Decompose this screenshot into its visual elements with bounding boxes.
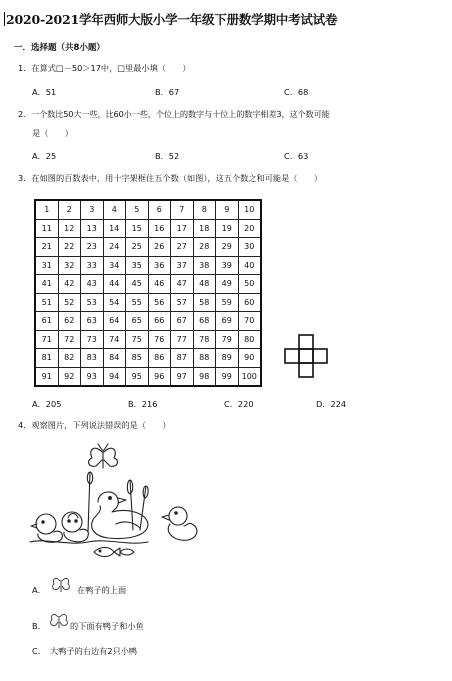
hundred-chart-cell: 23 xyxy=(81,238,104,257)
question-4-option-b-text[interactable]: 的下面有鸭子和小鱼 xyxy=(70,621,144,631)
question-2-text-cont: 是（ ） xyxy=(32,128,73,138)
hundred-chart-cell: 33 xyxy=(81,256,104,275)
hundred-chart-cell: 65 xyxy=(126,312,149,331)
butterfly-icon xyxy=(89,444,118,468)
hundred-chart-cell: 89 xyxy=(216,349,239,368)
question-4-text: 4．观察图片，下列说法错误的是（ ） xyxy=(18,420,171,430)
hundred-chart-cell: 4 xyxy=(103,200,126,219)
question-3-text: 3．在如图的百数表中，用十字架框住五个数（如图），这五个数之和可能是（ ） xyxy=(18,173,323,183)
hundred-chart-cell: 16 xyxy=(148,219,171,238)
hundred-chart-cell: 41 xyxy=(35,275,58,294)
big-duck-icon xyxy=(92,492,148,539)
hundred-chart-cell: 45 xyxy=(126,275,149,294)
hundred-chart-cell: 96 xyxy=(148,367,171,386)
hundred-chart-cell: 13 xyxy=(81,219,104,238)
question-1-text: 1．在算式□－50＞17中，□里最小填（ ） xyxy=(18,63,191,73)
hundred-chart-cell: 20 xyxy=(238,219,261,238)
hundred-chart-cell: 91 xyxy=(35,367,58,386)
hundred-chart-cell: 21 xyxy=(35,238,58,257)
hundred-chart-cell: 75 xyxy=(126,330,149,349)
hundred-chart-cell: 48 xyxy=(193,275,216,294)
question-2-option-b[interactable]: B．52 xyxy=(155,151,180,161)
hundred-chart-cell: 76 xyxy=(148,330,171,349)
hundred-chart-cell: 53 xyxy=(81,293,104,312)
hundred-chart-cell: 77 xyxy=(171,330,194,349)
hundred-chart-row xyxy=(35,256,261,275)
question-1-option-c[interactable]: C．68 xyxy=(284,87,309,97)
hundred-chart-cell: 39 xyxy=(216,256,239,275)
duckling-left-icon xyxy=(31,514,62,542)
hundred-chart-cell: 98 xyxy=(193,367,216,386)
hundred-chart-cell: 81 xyxy=(35,349,58,368)
question-3-option-d[interactable]: D．224 xyxy=(316,399,347,409)
ducks-butterfly-fish-illustration xyxy=(28,442,203,562)
hundred-chart-cell: 63 xyxy=(81,312,104,331)
hundred-chart-row xyxy=(35,238,261,257)
hundred-chart-cell: 52 xyxy=(58,293,81,312)
hundred-chart xyxy=(34,199,262,387)
hundred-chart-cell: 64 xyxy=(103,312,126,331)
hundred-chart-cell: 73 xyxy=(81,330,104,349)
hundred-chart-cell: 31 xyxy=(35,256,58,275)
question-3-option-c[interactable]: C．220 xyxy=(224,399,254,409)
butterfly-icon xyxy=(48,612,70,632)
hundred-chart-cell: 97 xyxy=(171,367,194,386)
hundred-chart-cell: 9 xyxy=(216,200,239,219)
hundred-chart-row xyxy=(35,312,261,331)
hundred-chart-cell: 49 xyxy=(216,275,239,294)
hundred-chart-cell: 82 xyxy=(58,349,81,368)
hundred-chart-cell: 35 xyxy=(126,256,149,275)
hundred-chart-cell: 14 xyxy=(103,219,126,238)
question-4-option-c-text[interactable]: 大鸭子的右边有2只小鸭 xyxy=(50,646,138,656)
hundred-chart-row xyxy=(35,275,261,294)
hundred-chart-cell: 46 xyxy=(148,275,171,294)
hundred-chart-cell: 24 xyxy=(103,238,126,257)
hundred-chart-row xyxy=(35,330,261,349)
hundred-chart-cell: 84 xyxy=(103,349,126,368)
hundred-chart-cell: 94 xyxy=(103,367,126,386)
hundred-chart-cell: 79 xyxy=(216,330,239,349)
hundred-chart-cell: 54 xyxy=(103,293,126,312)
question-4-option-a-text[interactable]: 在鸭子的上面 xyxy=(77,585,127,595)
question-4-option-a-letter[interactable]: A． xyxy=(32,585,46,595)
hundred-chart-cell: 15 xyxy=(126,219,149,238)
hundred-chart-cell: 44 xyxy=(103,275,126,294)
hundred-chart-cell: 7 xyxy=(171,200,194,219)
hundred-chart-cell: 66 xyxy=(148,312,171,331)
hundred-chart-cell: 27 xyxy=(171,238,194,257)
duckling-right-icon xyxy=(162,507,197,540)
hundred-chart-row xyxy=(35,200,261,219)
hundred-chart-cell: 93 xyxy=(81,367,104,386)
hundred-chart-cell: 3 xyxy=(81,200,104,219)
hundred-chart-cell: 86 xyxy=(148,349,171,368)
hundred-chart-cell: 37 xyxy=(171,256,194,275)
hundred-chart-cell: 99 xyxy=(216,367,239,386)
hundred-chart-cell: 72 xyxy=(58,330,81,349)
hundred-chart-cell: 18 xyxy=(193,219,216,238)
hundred-chart-cell: 6 xyxy=(148,200,171,219)
hundred-chart-cell: 28 xyxy=(193,238,216,257)
hundred-chart-cell: 47 xyxy=(171,275,194,294)
hundred-chart-cell: 59 xyxy=(216,293,239,312)
hundred-chart-cell: 38 xyxy=(193,256,216,275)
hundred-chart-cell: 78 xyxy=(193,330,216,349)
hundred-chart-cell: 30 xyxy=(238,238,261,257)
hundred-chart-cell: 40 xyxy=(238,256,261,275)
hundred-chart-cell: 92 xyxy=(58,367,81,386)
hundred-chart-cell: 1 xyxy=(35,200,58,219)
hundred-chart-cell: 43 xyxy=(81,275,104,294)
hundred-chart-cell: 50 xyxy=(238,275,261,294)
hundred-chart-cell: 62 xyxy=(58,312,81,331)
hundred-chart-cell: 56 xyxy=(148,293,171,312)
cross-frame-figure xyxy=(284,334,329,379)
hundred-chart-cell: 95 xyxy=(126,367,149,386)
hundred-chart-cell: 58 xyxy=(193,293,216,312)
hundred-chart-cell: 71 xyxy=(35,330,58,349)
hundred-chart-cell: 74 xyxy=(103,330,126,349)
fish-icon xyxy=(94,548,134,557)
hundred-chart-cell: 36 xyxy=(148,256,171,275)
hundred-chart-cell: 17 xyxy=(171,219,194,238)
hundred-chart-cell: 51 xyxy=(35,293,58,312)
hundred-chart-cell: 25 xyxy=(126,238,149,257)
hundred-chart-cell: 88 xyxy=(193,349,216,368)
hundred-chart-cell: 87 xyxy=(171,349,194,368)
hundred-chart-row xyxy=(35,349,261,368)
duckling-middle-icon xyxy=(62,512,88,542)
hundred-chart-cell: 12 xyxy=(58,219,81,238)
question-2-text: 2．一个数比50大一些，比60小一些，个位上的数字与十位上的数字相差3，这个数可能 xyxy=(18,109,330,119)
hundred-chart-cell: 26 xyxy=(148,238,171,257)
hundred-chart-cell: 85 xyxy=(126,349,149,368)
question-2-option-c[interactable]: C．63 xyxy=(284,151,309,161)
hundred-chart-cell: 11 xyxy=(35,219,58,238)
section-heading: 一．选择题（共8小题） xyxy=(14,43,105,53)
hundred-chart-cell: 42 xyxy=(58,275,81,294)
hundred-chart-cell: 34 xyxy=(103,256,126,275)
hundred-chart-cell: 61 xyxy=(35,312,58,331)
hundred-chart-cell: 60 xyxy=(238,293,261,312)
hundred-chart-cell: 80 xyxy=(238,330,261,349)
hundred-chart-cell: 67 xyxy=(171,312,194,331)
hundred-chart-cell: 10 xyxy=(238,200,261,219)
hundred-chart-cell: 2 xyxy=(58,200,81,219)
hundred-chart-row xyxy=(35,293,261,312)
question-2-option-a[interactable]: A．25 xyxy=(32,151,57,161)
question-3-option-b[interactable]: B．216 xyxy=(128,399,158,409)
hundred-chart-row xyxy=(35,367,261,386)
hundred-chart-cell: 32 xyxy=(58,256,81,275)
hundred-chart-cell: 8 xyxy=(193,200,216,219)
hundred-chart-cell: 19 xyxy=(216,219,239,238)
question-1-option-b[interactable]: B．67 xyxy=(155,87,180,97)
question-4-option-b-letter[interactable]: B． xyxy=(32,621,46,631)
hundred-chart-cell: 55 xyxy=(126,293,149,312)
hundred-chart-cell: 100 xyxy=(238,367,261,386)
question-4-option-c-letter[interactable]: C． xyxy=(32,646,46,656)
hundred-chart-cell: 22 xyxy=(58,238,81,257)
question-1-option-a[interactable]: A．51 xyxy=(32,87,57,97)
title-margin-line xyxy=(4,12,5,26)
hundred-chart-cell: 68 xyxy=(193,312,216,331)
hundred-chart-cell: 90 xyxy=(238,349,261,368)
butterfly-icon xyxy=(50,576,72,596)
hundred-chart-cell: 70 xyxy=(238,312,261,331)
hundred-chart-row xyxy=(35,219,261,238)
hundred-chart-cell: 69 xyxy=(216,312,239,331)
question-3-option-a[interactable]: A．205 xyxy=(32,399,62,409)
page-title: 2020-2021学年西师大版小学一年级下册数学期中考试试卷 xyxy=(6,12,338,27)
hundred-chart-cell: 5 xyxy=(126,200,149,219)
hundred-chart-cell: 57 xyxy=(171,293,194,312)
hundred-chart-cell: 29 xyxy=(216,238,239,257)
hundred-chart-cell: 83 xyxy=(81,349,104,368)
